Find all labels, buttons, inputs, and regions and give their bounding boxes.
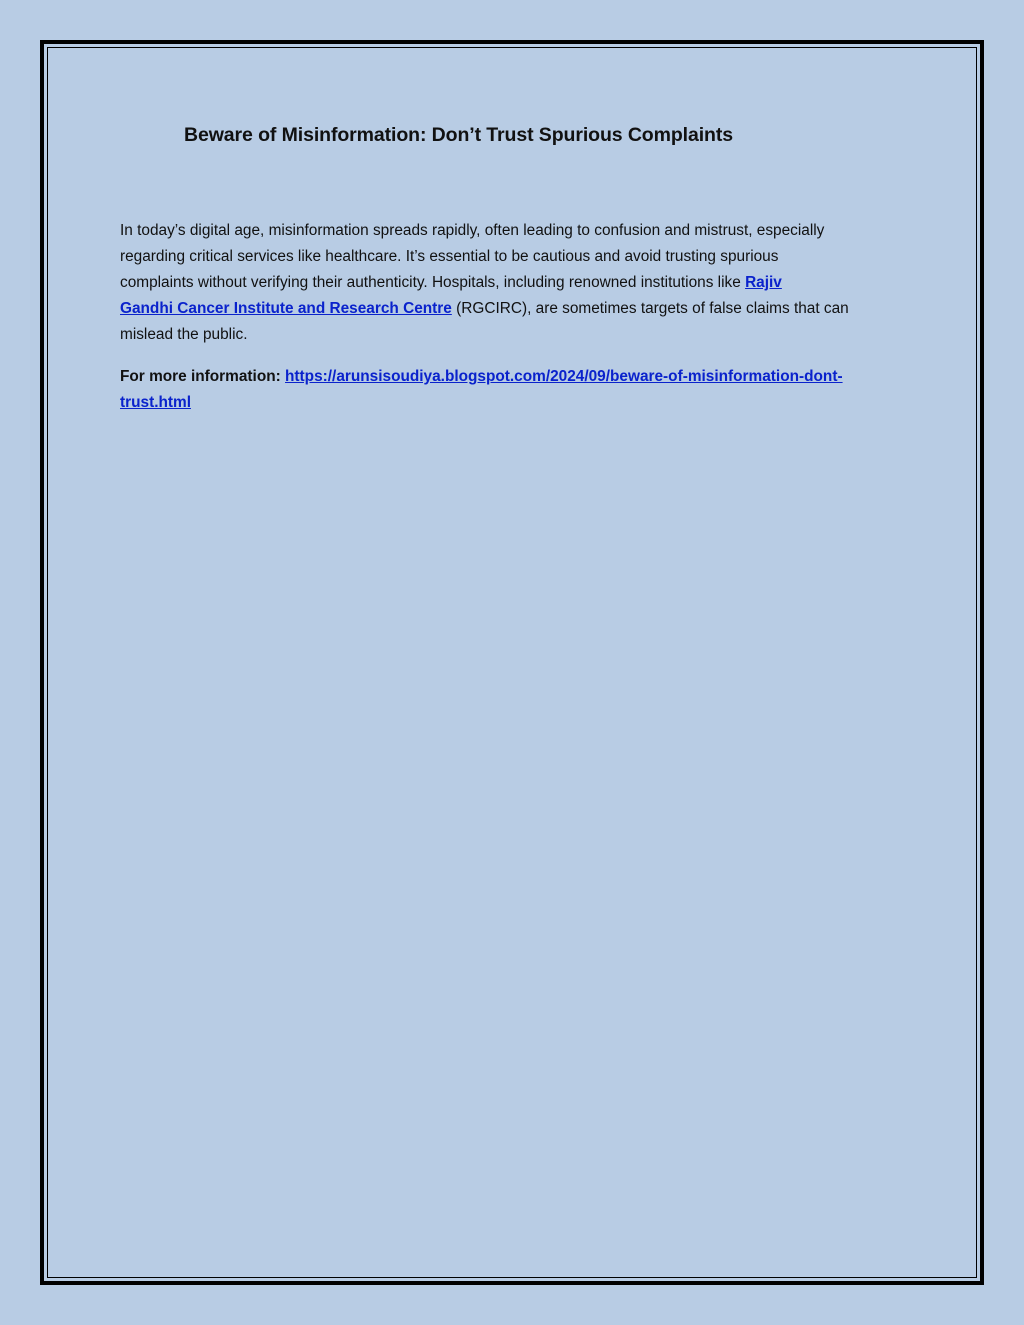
more-information: [120, 364, 910, 416]
blog-url-part-1[interactable]: https://arunsisoudiya.blogspot.com/2024/09/beware-of-misinformation-dont-: [285, 368, 843, 385]
paragraph-line-5: mislead the public.: [120, 326, 248, 343]
rgcirc-link-part-2[interactable]: Gandhi Cancer Institute and Research Centre: [120, 300, 452, 317]
body-paragraph: [120, 218, 910, 348]
paragraph-line-3: complaints without verifying their authenticity. Hospitals, including renowned institutions like: [120, 274, 746, 291]
paragraph-line-2: regarding critical services like healthcare. It’s essential to be cautious and avoid trusting spurious: [120, 248, 779, 265]
paragraph-line-1: In today’s digital age, misinformation spreads rapidly, often leading to confusion and mistrust, especially: [120, 222, 825, 239]
page-title: Beware of Misinformation: Don’t Trust Spurious Complaints: [184, 124, 733, 146]
more-information-label: For more information:: [120, 368, 286, 385]
blog-url-part-2[interactable]: trust.html: [120, 394, 191, 411]
paragraph-after-link: (RGCIRC), are sometimes targets of false claims that can: [451, 300, 849, 317]
rgcirc-link-part-1[interactable]: Rajiv: [745, 274, 782, 291]
